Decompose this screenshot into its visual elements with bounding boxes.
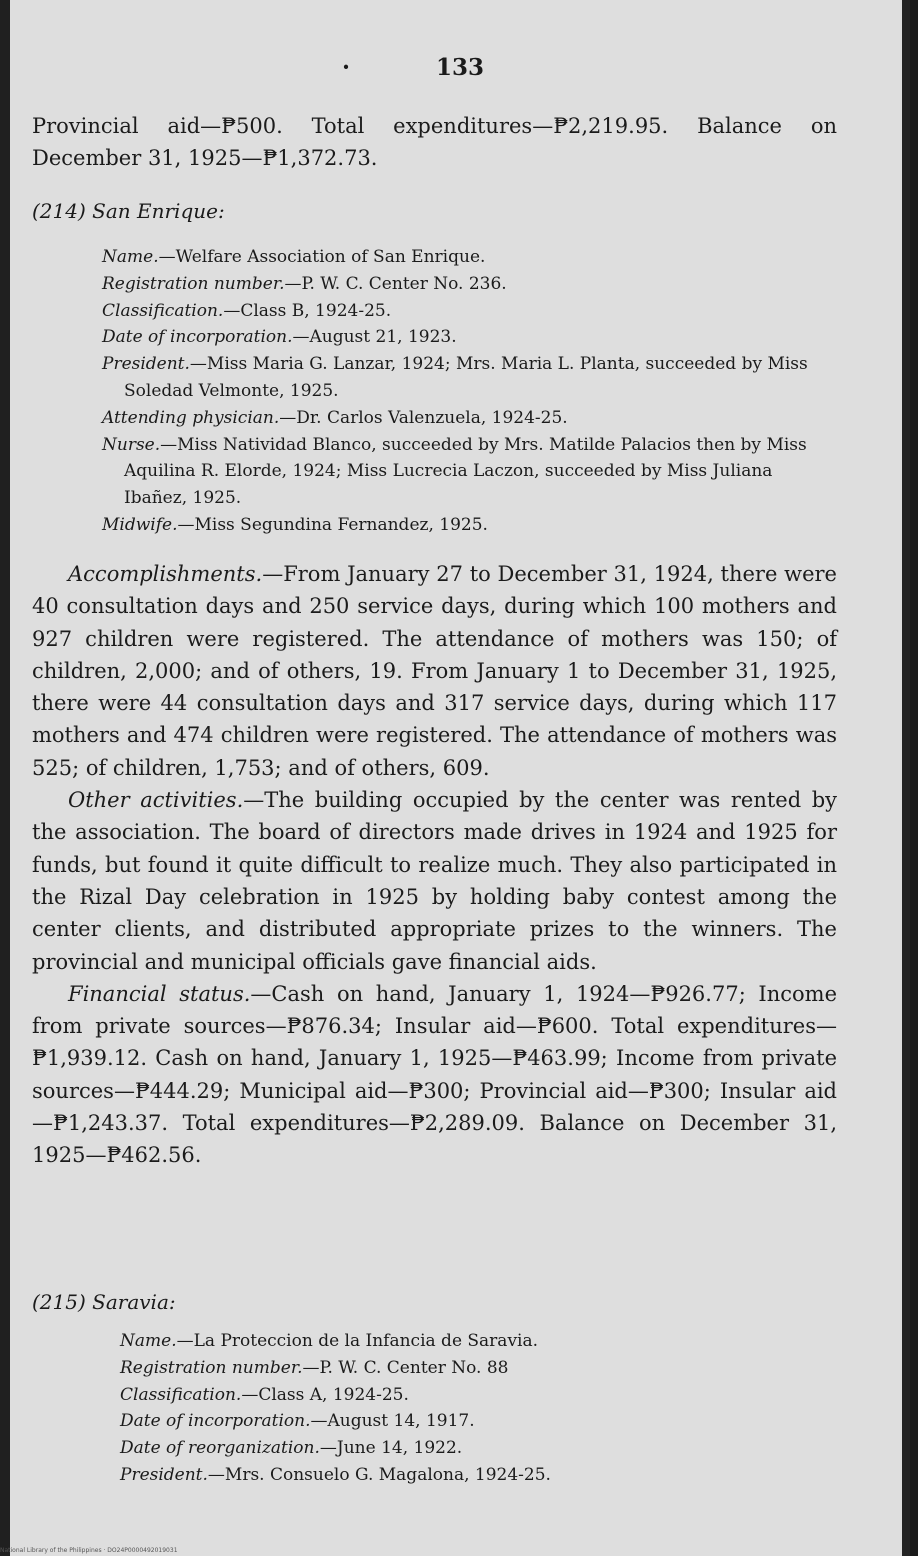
field-registration-number: Registration number.—P. W. C. Center No. 236. (102, 273, 507, 294)
field-president: President.—Miss Maria G. Lanzar, 1924; Mrs. Maria L. Planta, succeeded by Miss Soledad Velmonte, 1925. (102, 354, 808, 401)
intro-text: Provincial aid—₱500. Total expenditures—₱2,219.95. Balance on December 31, 1925—₱1,372.73. (32, 114, 837, 171)
field-president: President.—Mrs. Consuelo G. Magalona, 1924-25. (120, 1464, 551, 1485)
entry-215-fields (120, 1328, 820, 1489)
field-midwife: Midwife.—Miss Segundina Fernandez, 1925. (102, 514, 488, 535)
field-classification: Classification.—Class B, 1924-25. (102, 300, 392, 321)
accomplishments-paragraph (32, 558, 837, 784)
mark-dot: · (342, 54, 351, 81)
field-classification: Classification.—Class A, 1924-25. (120, 1384, 409, 1405)
intro-paragraph (32, 110, 837, 175)
other-activities-label: Other activities. (68, 788, 244, 813)
field-registration-number: Registration number.—P. W. C. Center No. 88 (120, 1357, 509, 1378)
field-date-of-incorporation: Date of incorporation.—August 21, 1923. (102, 327, 457, 348)
entry-214-fields (102, 244, 837, 539)
page-number (10, 54, 910, 81)
financial-status-text: —Cash on hand, January 1, 1924—₱926.77; Income from private sources—₱876.34; Insular aid—₱600. Total expenditures—₱1,939.12. Cash on hand, January 1, 1925—₱463.99; Income from private sources—₱444.29; Municipal aid—₱300; Provincial aid—₱300; Insular aid—₱1,243.37. Total expenditures—₱2,289.09. Balance on December 31, 1925—₱462.56. (32, 981, 838, 1168)
page-edge-shadow (902, 0, 910, 1556)
financial-status-label: Financial status. (68, 981, 251, 1006)
entry-214-number: (214) (32, 199, 86, 223)
field-name: Name.—La Proteccion de la Infancia de Saravia. (120, 1331, 539, 1351)
field-attending-physician: Attending physician.—Dr. Carlos Valenzuela, 1924-25. (102, 407, 568, 428)
other-activities-paragraph (32, 784, 837, 978)
financial-status-paragraph (32, 978, 837, 1172)
entry-215-name: Saravia: (92, 1290, 176, 1314)
accomplishments-text: —From January 27 to December 31, 1924, there were 40 consultation days and 250 service days, during which 100 mothers and 927 children were registered. The attendance of mothers was 150; of children, 2,000; and of others, 19. From January 1 to December 31, 1925, there were 44 consultation days and 317 service days, during which 117 mothers and 474 children were registered. The attendance of mothers was 525; of children, 1,753; and of others, 609. (32, 562, 837, 780)
entry-214-name: San Enrique: (92, 199, 225, 223)
field-nurse: Nurse.—Miss Natividad Blanco, succeeded by Mrs. Matilde Palacios then by Miss Aquilina R. Elorde, 1924; Miss Lucrecia Laczon, succeeded by Miss Juliana Ibañez, 1925. (102, 434, 807, 509)
field-date-of-reorganization: Date of reorganization.—June 14, 1922. (120, 1438, 463, 1459)
entry-215-number: (215) (32, 1290, 86, 1314)
other-activities-text: —The building occupied by the center was rented by the association. The board of directors made drives in 1924 and 1925 for funds, but found it quite difficult to realize much. They also participated in the Rizal Day celebration in 1925 by holding baby contest among the center clients, and distributed appropriate prizes to the winners. The provincial and municipal officials gave financial aids. (32, 788, 838, 974)
entry-214-heading (32, 199, 837, 223)
entry-214-body (32, 558, 837, 1172)
field-date-of-incorporation: Date of incorporation.—August 14, 1917. (120, 1411, 475, 1432)
page-number-text: 133 (435, 54, 484, 81)
binding-edge (0, 0, 10, 1556)
field-name: Name.—Welfare Association of San Enrique. (102, 247, 486, 267)
accomplishments-label: Accomplishments. (68, 562, 263, 586)
document-page (10, 0, 910, 1556)
entry-215-heading (32, 1290, 837, 1314)
scan-footer: National Library of the Philippines · DO24P0000492019031 (0, 1547, 178, 1554)
